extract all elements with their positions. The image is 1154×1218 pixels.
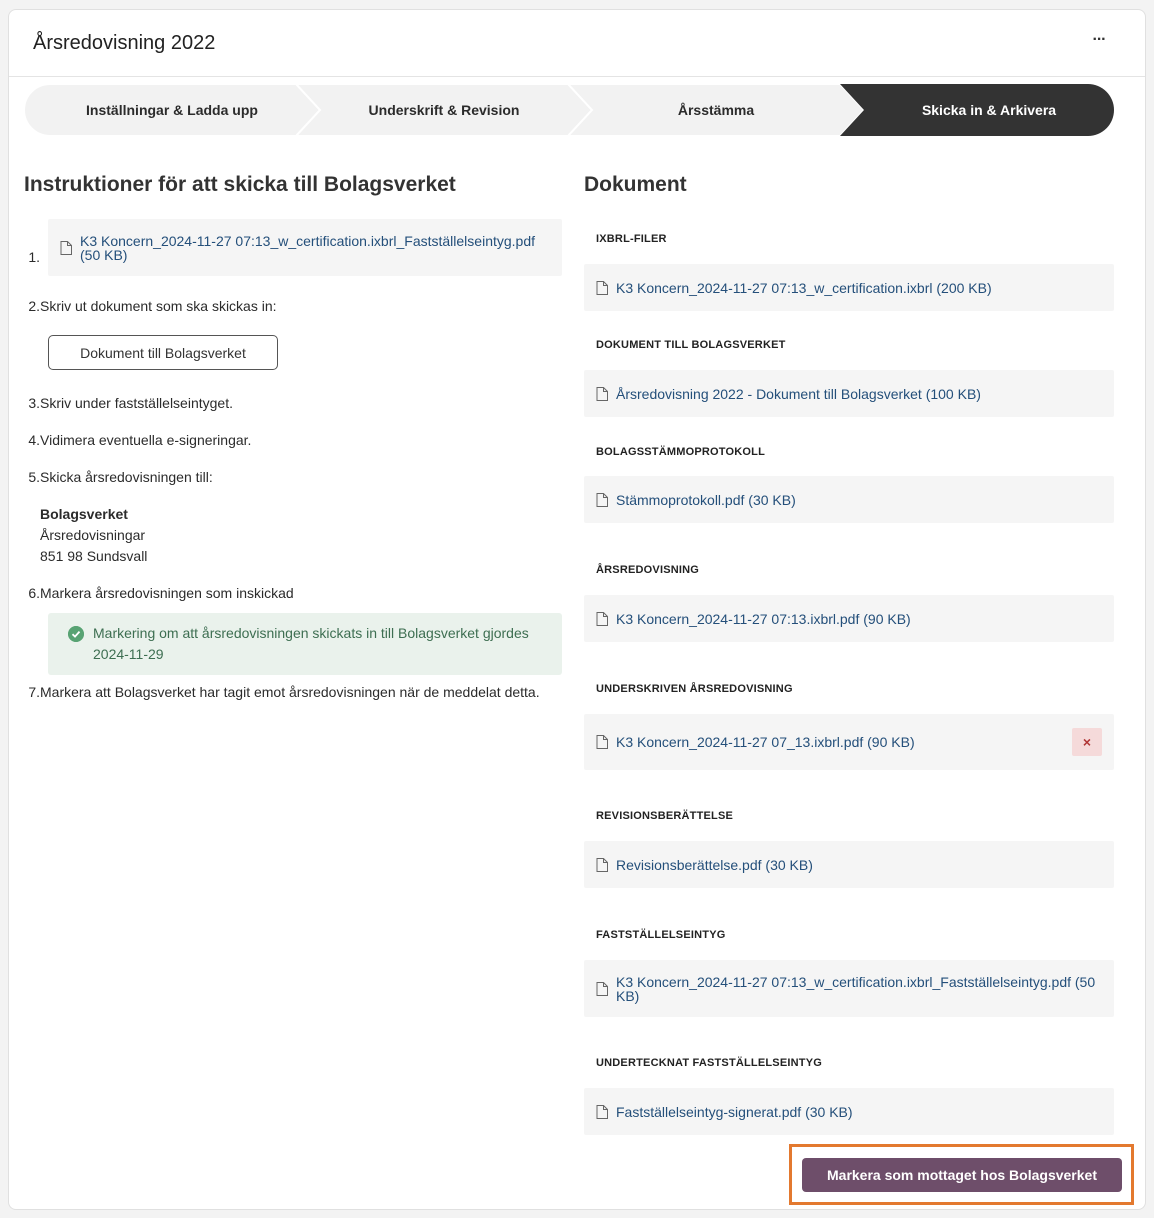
address-line-2: 851 98 Sundsvall <box>40 548 148 564</box>
document-row <box>584 595 1114 642</box>
item-text: Skicka årsredovisningen till: <box>40 469 213 485</box>
document-icon <box>596 858 608 872</box>
section-label-arsredovisning: ÅRSREDOVISNING <box>596 564 700 576</box>
item-number: 2. <box>28 298 40 314</box>
document-row <box>584 264 1114 311</box>
address-name: Bolagsverket <box>40 506 128 522</box>
item-text: Skriv under fastställelseintyget. <box>40 395 233 411</box>
instructions-title: Instruktioner för att skicka till Bolagsverket <box>24 173 456 196</box>
progress-stepper <box>24 84 1114 136</box>
certificate-file-link[interactable]: K3 Koncern_2024-11-27 07:13_w_certification.ixbrl_Fastställelseintyg.pdf (50 KB) <box>80 232 536 263</box>
item-number: 4. <box>28 432 40 448</box>
document-row <box>584 960 1114 1017</box>
item-text: Markera årsredovisningen som inskickad <box>40 585 294 601</box>
document-link[interactable]: K3 Koncern_2024-11-27 07:13_w_certification.ixbrl (200 KB) <box>616 279 992 296</box>
card-header <box>9 10 1145 77</box>
step-label: Inställningar & Ladda upp <box>86 102 258 118</box>
section-label-ixbrl: IXBRL-FILER <box>596 233 667 245</box>
document-icon <box>596 982 608 996</box>
document-row <box>584 714 1114 770</box>
mark-received-button[interactable]: Markera som mottaget hos Bolagsverket <box>802 1158 1122 1192</box>
documents-panel <box>584 173 1114 1120</box>
documents-title: Dokument <box>584 173 687 196</box>
document-link[interactable]: Revisionsberättelse.pdf (30 KB) <box>616 856 813 873</box>
item-text: Vidimera eventuella e-signeringar. <box>40 432 252 448</box>
instructions-panel <box>24 173 554 700</box>
document-link[interactable]: K3 Koncern_2024-11-27 07:13.ixbrl.pdf (90 KB) <box>616 610 911 627</box>
document-icon <box>596 281 608 295</box>
step-installningar[interactable] <box>24 84 320 136</box>
step-underskrift[interactable] <box>296 84 592 136</box>
document-link[interactable]: Fastställelseintyg-signerat.pdf (30 KB) <box>616 1103 853 1120</box>
submitted-status-text: Markering om att årsredovisningen skickats in till Bolagsverket gjordes 2024-11-29 <box>93 625 529 662</box>
documents-to-bolagsverket-button[interactable]: Dokument till Bolagsverket <box>48 335 278 370</box>
check-circle-icon <box>68 626 84 642</box>
section-label-revision: REVISIONSBERÄTTELSE <box>596 810 734 822</box>
document-row <box>584 841 1114 888</box>
document-icon <box>60 241 72 255</box>
step-skicka-in[interactable] <box>840 84 1114 136</box>
document-row <box>584 476 1114 523</box>
document-link[interactable]: K3 Koncern_2024-11-27 07:13_w_certification.ixbrl_Fastställelseintyg.pdf (50 KB) <box>616 973 1096 1004</box>
step-label: Underskrift & Revision <box>368 102 520 118</box>
item-text: Markera att Bolagsverket har tagit emot årsredovisningen när de meddelat detta. <box>40 684 540 700</box>
address-line-1: Årsredovisningar <box>40 527 146 543</box>
item-number: 5. <box>28 469 40 485</box>
remove-document-button[interactable]: × <box>1072 728 1102 756</box>
section-label-dokument: DOKUMENT TILL BOLAGSVERKET <box>596 339 786 351</box>
document-link[interactable]: Stämmoprotokoll.pdf (30 KB) <box>616 491 796 508</box>
item-number: 3. <box>28 395 40 411</box>
item-text: Skriv ut dokument som ska skickas in: <box>40 298 277 314</box>
section-label-faststallelseintyg: FASTSTÄLLELSEINTYG <box>596 929 726 941</box>
section-label-undertecknat: UNDERTECKNAT FASTSTÄLLELSEINTYG <box>596 1057 822 1069</box>
section-label-underskriven: UNDERSKRIVEN ÅRSREDOVISNING <box>596 683 793 695</box>
step-arsstamma[interactable] <box>568 84 864 136</box>
page-title: Årsredovisning 2022 <box>33 32 216 54</box>
document-icon <box>596 493 608 507</box>
item-number: 7. <box>28 684 40 700</box>
highlight-frame <box>789 1144 1134 1205</box>
document-row <box>584 1088 1114 1135</box>
document-row <box>584 370 1114 417</box>
certificate-file-row <box>48 219 562 276</box>
step-label: Skicka in & Arkivera <box>921 102 1057 118</box>
document-icon <box>596 735 608 749</box>
item-number: 6. <box>28 585 40 601</box>
document-link[interactable]: Årsredovisning 2022 - Dokument till Bolagsverket (100 KB) <box>616 385 981 402</box>
submitted-status-box <box>48 613 562 675</box>
item-number: 1. <box>28 249 40 265</box>
document-icon <box>596 387 608 401</box>
step-label: Årsstämma <box>677 102 755 118</box>
document-icon <box>596 612 608 626</box>
more-options-button[interactable]: ··· <box>1092 31 1106 48</box>
section-label-protokoll: BOLAGSSTÄMMOPROTOKOLL <box>596 446 765 458</box>
document-icon <box>596 1105 608 1119</box>
document-link[interactable]: K3 Koncern_2024-11-27 07_13.ixbrl.pdf (90 KB) <box>616 734 915 750</box>
